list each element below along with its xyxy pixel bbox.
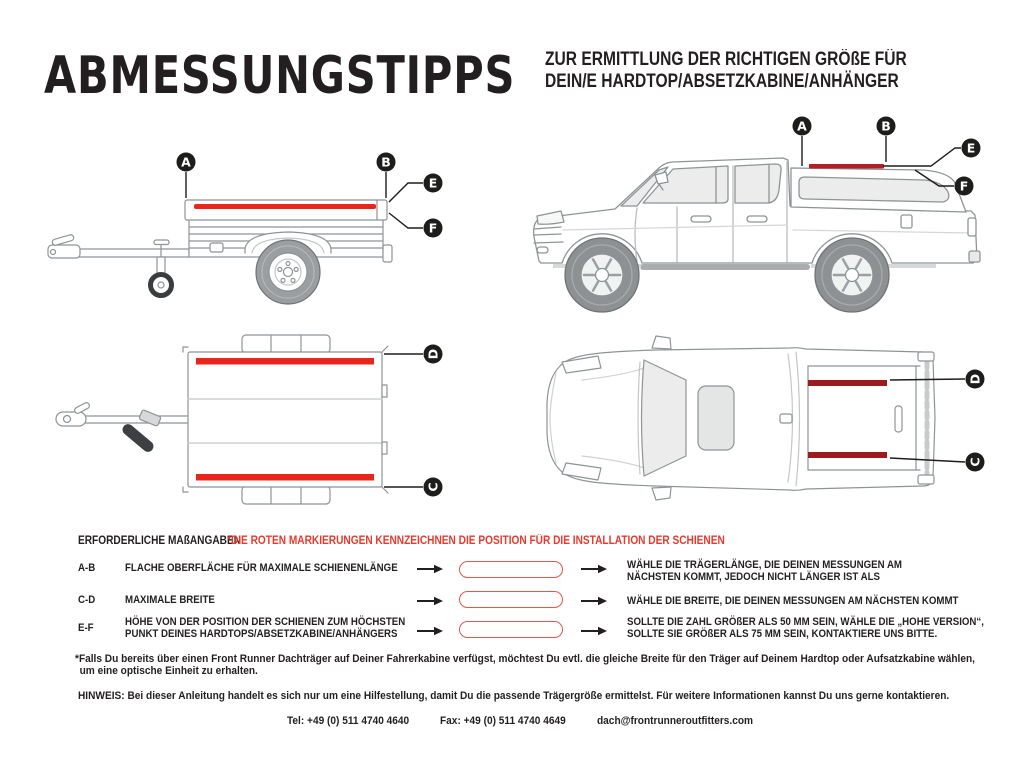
red-markings-note: *DIE ROTEN MARKIERUNGEN KENNZEICHNEN DIE POSITION FÜR DIE INSTALLATION DER SCHIENEN: [227, 535, 725, 547]
arrow-right-icon: [581, 626, 607, 636]
marker-a-truck: [793, 117, 812, 136]
arrow-right-icon: [581, 596, 607, 606]
rail-marking-truck-side: [809, 164, 884, 169]
arrow-right-icon: [417, 626, 443, 636]
hint-note: HINWEIS: Bei dieser Anleitung handelt es sich nur um eine Hilfestellung, damit Du die passende Trägergröße ermittelst. Für weitere Informationen kannst Du uns gerne kontaktieren.: [78, 690, 950, 702]
marker-c-trailer: [424, 478, 443, 497]
measurement-value-field-cd: [459, 591, 563, 608]
measurement-value-field-ab: [459, 561, 563, 578]
svg-text:B: B: [381, 154, 391, 170]
measurement-range-label-cd: C-D: [78, 594, 96, 606]
measurement-description-ef: HÖHE VON DER POSITION DER SCHIENEN ZUM HÖCHSTEN PUNKT DEINES HARDTOPS/ABSETZKABINE/ANHÄNGERS: [125, 616, 406, 640]
marker-b-trailer: [377, 153, 396, 172]
marker-d-trailer: [424, 345, 443, 364]
page-subtitle-line1: ZUR ERMITTLUNG DER RICHTIGEN GRÖßE FÜR: [545, 49, 907, 70]
marker-c-truck: [966, 453, 985, 472]
trailer-side-view-illustration: [40, 145, 460, 315]
svg-text:D: D: [425, 348, 441, 360]
svg-text:E: E: [428, 175, 438, 191]
marker-a-trailer: [177, 153, 196, 172]
rail-marking-truck-top-1: [808, 380, 887, 386]
rail-marking-truck-top-2: [808, 452, 887, 458]
measurement-description-cd: MAXIMALE BREITE: [125, 594, 215, 606]
arrow-right-icon: [417, 596, 443, 606]
svg-text:F: F: [959, 178, 969, 194]
marker-e-trailer: [424, 174, 443, 193]
contact-tel: Tel: +49 (0) 511 4740 4640: [287, 715, 410, 727]
svg-text:F: F: [428, 220, 438, 236]
svg-text:E: E: [966, 140, 976, 156]
svg-text:A: A: [797, 118, 807, 134]
marker-f-truck: [955, 177, 974, 196]
svg-text:B: B: [881, 118, 891, 134]
contact-fax: Fax: +49 (0) 511 4740 4649: [440, 715, 566, 727]
rail-marking-trailer-top-2: [196, 474, 374, 481]
svg-text:C: C: [967, 457, 983, 467]
marker-e-truck: [962, 139, 981, 158]
arrow-right-icon: [417, 564, 443, 574]
svg-text:D: D: [967, 373, 983, 385]
measurement-range-label-ab: A-B: [78, 562, 96, 574]
rail-marking-trailer-top-1: [196, 358, 374, 365]
page-subtitle: [545, 49, 907, 93]
truck-top-view-illustration: [540, 328, 1000, 518]
svg-text:A: A: [181, 154, 191, 170]
rail-marking-trailer-side: [194, 204, 376, 209]
contact-email: dach@frontrunneroutfitters.com: [597, 715, 754, 727]
truck-side-view-illustration: [525, 112, 1005, 317]
measurement-instruction-ef: SOLLTE DIE ZAHL GRÖßER ALS 50 MM SEIN, WÄHLE DIE „HOHE VERSION“, SOLLTE SIE GRÖßER ALS 75 MM SEIN, KONTAKTIERE UNS BITTE.: [627, 616, 984, 640]
marker-d-truck: [966, 370, 985, 389]
measurement-instruction-ab: WÄHLE DIE TRÄGERLÄNGE, DIE DEINEN MESSUNGEN AM NÄCHSTEN KOMMT, JEDOCH NICHT LÄNGER IST ALS: [627, 559, 902, 583]
footnote: *Falls Du bereits über einen Front Runner Dachträger auf Deiner Fahrerkabine verfügst, möchtest Du evtl. die gleiche Breite für den Träger auf Deinem Hardtop oder Aufsatzkabine wählen, um eine optische Einheit zu erhalten.: [75, 653, 975, 677]
requirements-section-title: ERFORDERLICHE MAßANGABEN: [78, 535, 242, 547]
measurement-description-ab: FLACHE OBERFLÄCHE FÜR MAXIMALE SCHIENENLÄNGE: [125, 562, 398, 574]
marker-b-truck: [877, 117, 896, 136]
svg-text:C: C: [425, 482, 441, 492]
trailer-top-view-illustration: [40, 333, 460, 518]
measurement-instruction-cd: WÄHLE DIE BREITE, DIE DEINEN MESSUNGEN AM NÄCHSTEN KOMMT: [627, 595, 959, 607]
measurement-range-label-ef: E-F: [78, 622, 94, 634]
marker-f-trailer: [424, 219, 443, 238]
page-title: ABMESSUNGSTIPPS: [44, 46, 516, 106]
arrow-right-icon: [581, 564, 607, 574]
page-subtitle-line2: DEIN/E HARDTOP/ABSETZKABINE/ANHÄNGER: [545, 71, 899, 92]
measurement-value-field-ef: [459, 621, 563, 638]
